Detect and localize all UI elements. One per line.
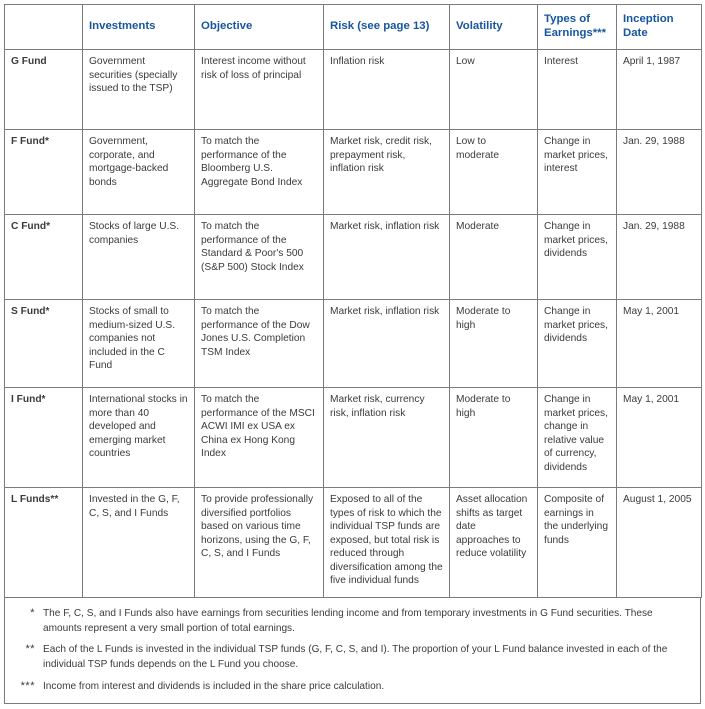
cell-inception: May 1, 2001: [617, 300, 702, 388]
cell-investments: Government, corporate, and mortgage-backed bonds: [83, 130, 195, 215]
cell-risk: Market risk, inflation risk: [324, 215, 450, 300]
cell-earnings: Composite of earnings in the underlying funds: [538, 488, 617, 598]
cell-earnings: Change in market prices, interest: [538, 130, 617, 215]
fund-name-s: S Fund*: [5, 300, 83, 388]
cell-investments: International stocks in more than 40 developed and emerging market countries: [83, 388, 195, 488]
cell-volatility: Moderate to high: [450, 388, 538, 488]
footnote-text: The F, C, S, and I Funds also have earnings from securities lending income and from temporary investments in G Fund securities. These amounts represent a very small portion of total earnings.: [43, 608, 653, 635]
table-row: [5, 50, 702, 130]
footnote-marker: **: [25, 643, 35, 656]
header-row: [5, 5, 702, 50]
cell-investments: Invested in the G, F, C, S, and I Funds: [83, 488, 195, 598]
cell-earnings: Interest: [538, 50, 617, 130]
footnote-item: [15, 642, 690, 672]
cell-objective: To match the performance of the Bloomberg U.S. Aggregate Bond Index: [195, 130, 324, 215]
fund-name-f: F Fund*: [5, 130, 83, 215]
cell-objective: To provide professionally diversified portfolios based on various time horizons, using the G, F, C, S, and I Funds: [195, 488, 324, 598]
footnote-item: [15, 606, 690, 636]
cell-investments: Stocks of large U.S. companies: [83, 215, 195, 300]
cell-inception: Jan. 29, 1988: [617, 215, 702, 300]
cell-inception: May 1, 2001: [617, 388, 702, 488]
column-header-investments: Investments: [83, 5, 195, 50]
cell-risk: Exposed to all of the types of risk to which the individual TSP funds are exposed, but total risk is reduced through diversification among the five individual funds: [324, 488, 450, 598]
cell-risk: Inflation risk: [324, 50, 450, 130]
cell-inception: Jan. 29, 1988: [617, 130, 702, 215]
footnote-item: [15, 679, 690, 694]
cell-volatility: Moderate: [450, 215, 538, 300]
cell-inception: August 1, 2005: [617, 488, 702, 598]
fund-name-i: I Fund*: [5, 388, 83, 488]
footnote-marker: *: [30, 607, 35, 619]
cell-risk: Market risk, currency risk, inflation risk: [324, 388, 450, 488]
fund-name-g: G Fund: [5, 50, 83, 130]
fund-name-l: L Funds**: [5, 488, 83, 598]
cell-objective: Interest income without risk of loss of principal: [195, 50, 324, 130]
column-header-risk: Risk (see page 13): [324, 5, 450, 50]
column-header-objective: Objective: [195, 5, 324, 50]
table-row: [5, 130, 702, 215]
footnote-marker: ***: [20, 679, 35, 692]
column-header-volatility: Volatility: [450, 5, 538, 50]
footnote-text: Each of the L Funds is invested in the individual TSP funds (G, F, C, S, and I). The proportion of your L Fund balance invested in each of the individual TSP funds depends on the L Fund you choose.: [43, 644, 668, 671]
cell-objective: To match the performance of the Standard & Poor's 500 (S&P 500) Stock Index: [195, 215, 324, 300]
column-header-types-of-earnings: Types of Earnings***: [538, 5, 617, 50]
footnotes-panel: [4, 598, 701, 704]
cell-inception: April 1, 1987: [617, 50, 702, 130]
cell-earnings: Change in market prices, change in relative value of currency, dividends: [538, 388, 617, 488]
table-body: [5, 50, 702, 598]
table-row: [5, 215, 702, 300]
cell-risk: Market risk, inflation risk: [324, 300, 450, 388]
cell-investments: Government securities (specially issued to the TSP): [83, 50, 195, 130]
cell-objective: To match the performance of the Dow Jones U.S. Completion TSM Index: [195, 300, 324, 388]
cell-objective: To match the performance of the MSCI ACWI IMI ex USA ex China ex Hong Kong Index: [195, 388, 324, 488]
fund-name-c: C Fund*: [5, 215, 83, 300]
tsp-fund-comparison-table: [4, 4, 702, 598]
cell-volatility: Low to moderate: [450, 130, 538, 215]
cell-volatility: Asset allocation shifts as target date approaches to reduce volatility: [450, 488, 538, 598]
cell-investments: Stocks of small to medium-sized U.S. companies not included in the C Fund: [83, 300, 195, 388]
footnote-text: Income from interest and dividends is included in the share price calculation.: [43, 680, 385, 692]
cell-earnings: Change in market prices, dividends: [538, 300, 617, 388]
table-row: [5, 488, 702, 598]
table-row: [5, 300, 702, 388]
cell-earnings: Change in market prices, dividends: [538, 215, 617, 300]
cell-volatility: Low: [450, 50, 538, 130]
column-header-inception-date: Inception Date: [617, 5, 702, 50]
cell-volatility: Moderate to high: [450, 300, 538, 388]
table-row: [5, 388, 702, 488]
cell-risk: Market risk, credit risk, prepayment risk, inflation risk: [324, 130, 450, 215]
table-header: [5, 5, 702, 50]
column-header-fund: [5, 5, 83, 50]
